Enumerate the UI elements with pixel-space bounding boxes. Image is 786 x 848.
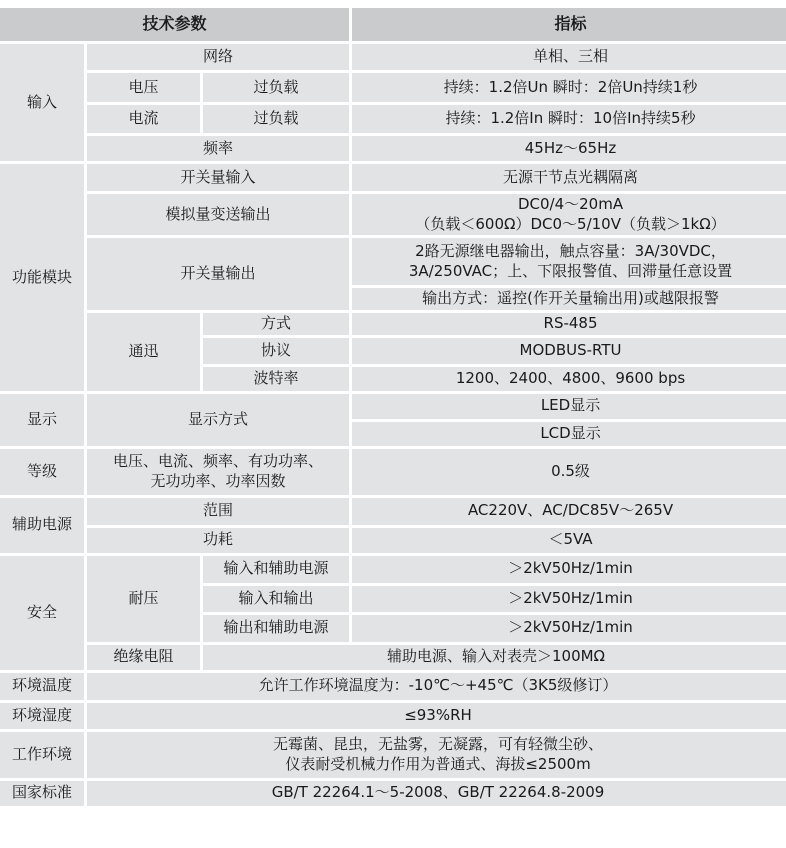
env-temp-label: 环境温度	[0, 673, 84, 700]
aux-consumption-label: 功耗	[87, 528, 349, 553]
frequency-value: 45Hz～65Hz	[352, 136, 786, 161]
row-env-humidity	[0, 703, 786, 729]
env-humidity-value: ≤93%RH	[87, 703, 786, 729]
row-work-env	[0, 732, 786, 778]
accuracy-items-line2: 无功功率、功率因数	[150, 471, 286, 490]
withstand-1-label: 输入和辅助电源	[203, 556, 349, 583]
analog-output-value-line2: （负载＜600Ω）DC0～5/10V（负载＞1kΩ）	[415, 214, 726, 233]
current-overload-value: 持续：1.2倍In 瞬时：10倍In持续5秒	[352, 105, 786, 133]
row-frequency	[0, 136, 786, 161]
analog-output-value	[352, 194, 786, 235]
header-tech-params: 技术参数	[0, 8, 349, 41]
accuracy-items	[87, 449, 349, 495]
header-row	[0, 8, 786, 41]
switch-output-value-1-line1: 2路无源继电器输出，触点容量：3A/30VDC，	[415, 242, 726, 260]
analog-output-value-line1: DC0/4～20mA	[517, 195, 624, 213]
aux-consumption-value: ＜5VA	[352, 528, 786, 553]
env-humidity-label: 环境湿度	[0, 703, 84, 729]
current-overload-label: 过负载	[203, 105, 349, 133]
row-env-temp	[0, 673, 786, 700]
comm-mode-label: 方式	[203, 313, 349, 335]
row-withstand-1	[0, 556, 786, 583]
spec-table	[0, 5, 786, 809]
section-input-label: 输入	[0, 44, 84, 161]
row-aux-range	[0, 498, 786, 525]
work-env-label: 工作环境	[0, 732, 84, 778]
switch-input-value: 无源干节点光耦隔离	[352, 164, 786, 191]
switch-output-value-2: 输出方式：遥控(作开关量输出用)或越限报警	[352, 288, 786, 310]
network-label: 网络	[87, 44, 349, 70]
header-index: 指标	[352, 8, 786, 41]
section-safety-label: 安全	[0, 556, 84, 670]
analog-output-label: 模拟量变送输出	[87, 194, 349, 235]
voltage-label: 电压	[87, 73, 200, 102]
current-label: 电流	[87, 105, 200, 133]
switch-output-value-1-line2: 3A/250VAC；上、下限报警值、回滞量任意设置	[408, 261, 733, 280]
comm-protocol-label: 协议	[203, 338, 349, 364]
switch-output-value-1	[352, 238, 786, 285]
section-aux-power-label: 辅助电源	[0, 498, 84, 553]
display-mode-label: 显示方式	[87, 394, 349, 446]
display-lcd-value: LCD显示	[352, 422, 786, 446]
national-standard-value: GB/T 22264.1～5-2008、GB/T 22264.8-2009	[87, 781, 786, 806]
display-led-value: LED显示	[352, 394, 786, 419]
work-env-value	[87, 732, 786, 778]
row-aux-consumption	[0, 528, 786, 553]
section-accuracy-label: 等级	[0, 449, 84, 495]
national-standard-label: 国家标准	[0, 781, 84, 806]
row-insulation	[0, 645, 786, 670]
withstand-2-value: ＞2kV50Hz/1min	[352, 586, 786, 612]
row-display-led	[0, 394, 786, 419]
work-env-value-line1: 无霉菌、昆虫，无盐雾，无凝露，可有轻微尘砂、	[273, 735, 604, 753]
frequency-label: 频率	[87, 136, 349, 161]
aux-range-value: AC220V、AC/DC85V～265V	[352, 498, 786, 525]
withstand-3-value: ＞2kV50Hz/1min	[352, 615, 786, 642]
comm-protocol-value: MODBUS-RTU	[352, 338, 786, 364]
env-temp-value: 允许工作环境温度为：-10℃～+45℃（3K5级修订）	[87, 673, 786, 700]
row-analog-output	[0, 194, 786, 235]
comm-label: 通迅	[87, 313, 200, 391]
section-function-module-label: 功能模块	[0, 164, 84, 391]
comm-mode-value: RS-485	[352, 313, 786, 335]
withstand-2-label: 输入和输出	[203, 586, 349, 612]
aux-range-label: 范围	[87, 498, 349, 525]
withstand-1-value: ＞2kV50Hz/1min	[352, 556, 786, 583]
voltage-overload-label: 过负载	[203, 73, 349, 102]
work-env-value-line2: 仪表耐受机械力作用为普通式、海拔≤2500m	[285, 754, 591, 773]
comm-baud-label: 波特率	[203, 367, 349, 391]
row-national-standard	[0, 781, 786, 806]
row-current-overload	[0, 105, 786, 133]
section-display-label: 显示	[0, 394, 84, 446]
accuracy-value: 0.5级	[352, 449, 786, 495]
insulation-value: 辅助电源、输入对表壳＞100MΩ	[203, 645, 786, 670]
network-value: 单相、三相	[352, 44, 786, 70]
row-switch-input	[0, 164, 786, 191]
switch-input-label: 开关量输入	[87, 164, 349, 191]
withstand-label: 耐压	[87, 556, 200, 642]
row-switch-output-1	[0, 238, 786, 285]
accuracy-items-line1: 电压、电流、频率、有功功率、	[113, 452, 324, 470]
row-network	[0, 44, 786, 70]
comm-baud-value: 1200、2400、4800、9600 bps	[352, 367, 786, 391]
switch-output-label: 开关量输出	[87, 238, 349, 310]
row-comm-mode	[0, 313, 786, 335]
withstand-3-label: 输出和辅助电源	[203, 615, 349, 642]
insulation-label: 绝缘电阻	[87, 645, 200, 670]
row-voltage-overload	[0, 73, 786, 102]
voltage-overload-value: 持续：1.2倍Un 瞬时：2倍Un持续1秒	[352, 73, 786, 102]
row-accuracy	[0, 449, 786, 495]
